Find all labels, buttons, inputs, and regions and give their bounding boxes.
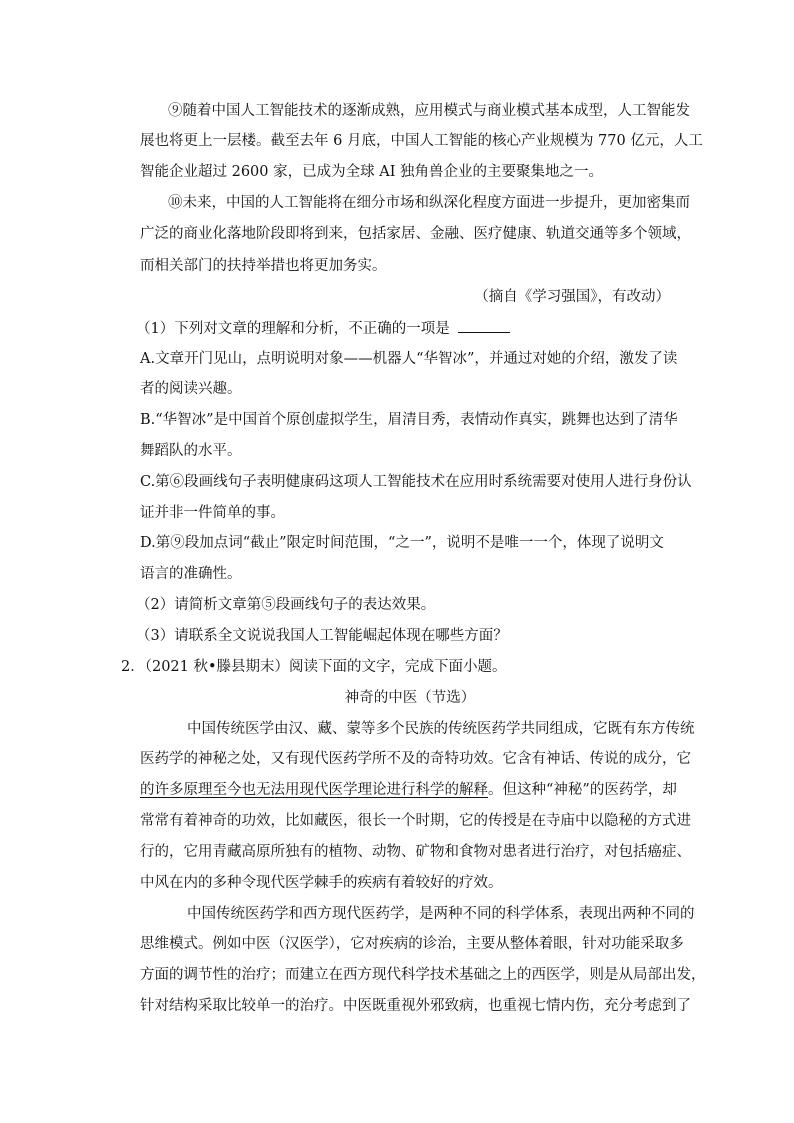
- para1-line-2: 医药学的神秘之处，又有现代医药学所不及的奇特功效。它含有神话、传说的成分，它: [140, 751, 691, 767]
- passage-2-title: 神奇的中医（节选）: [344, 690, 476, 706]
- para1-line-1: 中国传统医学由汉、藏、蒙等多个民族的传统医药学共同组成，它既有东方传统: [187, 721, 695, 737]
- para1-line-3: [140, 780, 680, 800]
- paragraph-10-line-1: ⑩未来，中国的人工智能将在细分市场和纵深化程度方面进一步提升，更加密集而: [168, 195, 690, 211]
- para1-line-3-rest: 。但这种“神秘”的医药学，却: [488, 782, 677, 798]
- option-c-line-1: C.第⑥段画线句子表明健康码这项人工智能技术在应用时系统需要对使用人进行身份认: [140, 474, 692, 490]
- option-b-line-1: B.“华智冰”是中国首个原创虚拟学生，眉清目秀，表情动作真实，跳舞也达到了清华: [140, 412, 678, 428]
- option-d-line-2: 语言的准确性。: [140, 566, 242, 582]
- option-c-line-2: 证并非一件简单的事。: [140, 505, 285, 521]
- para2-line-3: 方面的调节性的治疗；而建立在西方现代科学技术基础之上的西医学，则是从局部出发，: [140, 967, 706, 983]
- underlined-sentence: 的许多原理至今也无法用现代医学理论进行科学的解释: [140, 782, 488, 798]
- question-1: [136, 318, 676, 339]
- para2-line-1: 中国传统医药学和西方现代医药学，是两种不同的科学体系，表现出两种不同的: [187, 906, 695, 922]
- question-1-text: （1）下列对文章的理解和分析，不正确的一项是: [136, 321, 450, 337]
- passage-source: （摘自《学习强国》，有改动）: [474, 289, 670, 305]
- para1-line-6: 中风在内的多种令现代医学棘手的疾病有着较好的疗效。: [140, 875, 503, 891]
- para2-line-2: 思维模式。例如中医（汉医学），它对疾病的诊治，主要从整体着眼，针对功能采取多: [140, 936, 684, 952]
- para2-line-4: 针对结构采取比较单一的治疗。中医既重视外邪致病，也重视七情内伤，充分考虑到了: [140, 998, 691, 1014]
- answer-blank: [458, 318, 510, 333]
- question-3: （3）请联系全文说说我国人工智能崛起体现在哪些方面？: [136, 628, 508, 644]
- para1-line-5: 行的，它用青藏高原所独有的植物、动物、矿物和食物对患者进行治疗，对包括癌症、: [140, 844, 691, 860]
- paragraph-9-line-2: 展也将更上一层楼。截至去年 6 月底，中国人工智能的核心产业规模为 770 亿元，人工: [140, 133, 703, 149]
- paragraph-9-line-3: 智能企业超过 2600 家，已成为全球 AI 独角兽企业的主要聚集地之一。: [140, 164, 604, 180]
- paragraph-10-line-3: 而相关部门的扶持举措也将更加务实。: [140, 258, 387, 274]
- paragraph-9-line-1: ⑨随着中国人工智能技术的逐渐成熟，应用模式与商业模式基本成型，人工智能发: [168, 103, 690, 119]
- para1-line-4: 常常有着神奇的功效，比如藏医，很长一个时期，它的传授是在寺庙中以隐秘的方式进: [140, 813, 691, 829]
- question-2-header: 2．（2021 秋•滕县期末）阅读下面的文字，完成下面小题。: [121, 659, 507, 675]
- option-d-line-1: D.第⑨段加点词“截止”限定时间范围，“之一”，说明不是唯一一个，体现了说明文: [140, 535, 664, 551]
- option-b-line-2: 舞蹈队的水平。: [140, 443, 242, 459]
- paragraph-10-line-2: 广泛的商业化落地阶段即将到来，包括家居、金融、医疗健康、轨道交通等多个领域，: [140, 226, 691, 242]
- option-a-line-2: 者的阅读兴趣。: [140, 381, 242, 397]
- option-a-line-1: A.文章开门见山，点明说明对象——机器人“华智冰”，并通过对她的介绍，激发了读: [140, 351, 678, 367]
- question-2: （2）请简析文章第⑤段画线句子的表达效果。: [136, 597, 436, 613]
